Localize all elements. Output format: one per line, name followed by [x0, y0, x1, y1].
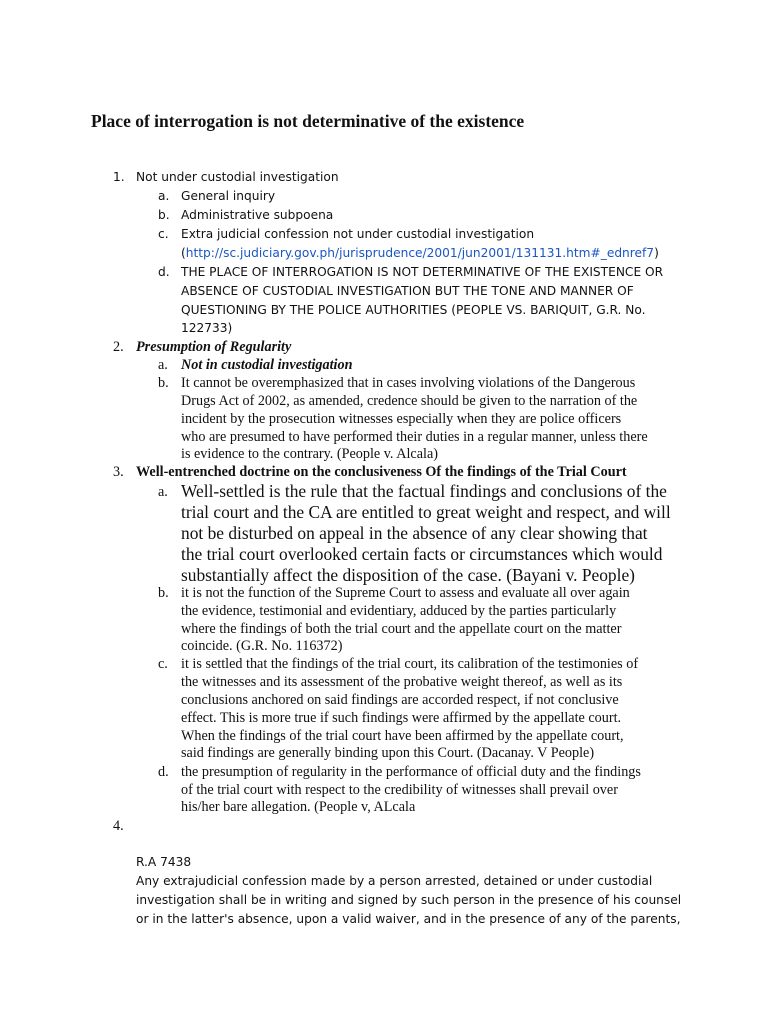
- list-item-line: his/her bare allegation. (People v, ALcala: [181, 799, 416, 815]
- list-item-line: conclusions anchored on said findings are accorded respect, if not conclusive: [181, 692, 619, 708]
- list-item: Extra judicial confession not under custodial investigation: [181, 227, 535, 241]
- list-number-2: 2.: [113, 339, 124, 355]
- list-item-line: effect. This is more true if such findings were affirmed by the appellate court.: [181, 710, 622, 726]
- list-item-line: Drugs Act of 2002, as amended, credence should be given to the narration of the: [181, 393, 638, 409]
- list-item-line: not be disturbed on appeal in the absence of any clear showing that: [181, 523, 648, 543]
- list-number-1: 1.: [113, 170, 125, 184]
- list-item-line: Well-settled is the rule that the factual findings and conclusions of the: [181, 481, 667, 501]
- list-item-line: said findings are generally binding upon this Court. (Dacanay. V People): [181, 745, 595, 761]
- page-title: Place of interrogation is not determinative of the existence: [91, 111, 525, 131]
- list-item-line: ABSENCE OF CUSTODIAL INVESTIGATION BUT THE TONE AND MANNER OF: [181, 284, 634, 298]
- paragraph-line: or in the latter's absence, upon a valid waiver, and in the presence of any of the parents,: [136, 912, 681, 926]
- list-number-3: 3.: [113, 464, 124, 480]
- section-2-heading: Presumption of Regularity: [136, 339, 292, 355]
- ra-heading: R.A 7438: [136, 855, 192, 869]
- list-letter: d.: [158, 265, 170, 279]
- citation-link-line: [181, 246, 659, 260]
- list-item: Administrative subpoena: [181, 208, 334, 222]
- list-item-line: the evidence, testimonial and evidentiary, adduced by the parties particularly: [181, 603, 617, 619]
- paragraph-line: Any extrajudicial confession made by a person arrested, detained or under custodial: [136, 874, 653, 888]
- list-item-line: QUESTIONING BY THE POLICE AUTHORITIES (PEOPLE VS. BARIQUIT, G.R. No.: [181, 303, 646, 317]
- list-item-line: THE PLACE OF INTERROGATION IS NOT DETERMINATIVE OF THE EXISTENCE OR: [181, 265, 664, 279]
- open-paren: (: [181, 246, 186, 260]
- jurisprudence-link[interactable]: http://sc.judiciary.gov.ph/jurisprudence/2001/jun2001/131131.htm#_ednref7: [185, 246, 655, 260]
- list-item-line: the witnesses and its assessment of the probative weight thereof, as well as its: [181, 674, 623, 690]
- list-letter: b.: [158, 585, 169, 601]
- section-3-heading: Well-entrenched doctrine on the conclusiveness Of the findings of the Trial Court: [136, 464, 627, 480]
- list-number-4: 4.: [113, 818, 124, 834]
- list-item-line: it is not the function of the Supreme Court to assess and evaluate all over again: [181, 585, 630, 601]
- list-item-line: When the findings of the trial court have been affirmed by the appellate court,: [181, 728, 624, 744]
- list-item-line: where the findings of both the trial court and the appellate court on the matter: [181, 621, 622, 637]
- list-letter: b.: [158, 208, 170, 222]
- list-item-line: the presumption of regularity in the performance of official duty and the findings: [181, 764, 641, 780]
- list-letter: d.: [158, 764, 169, 780]
- list-item-line: the trial court overlooked certain facts or circumstances which would: [181, 544, 663, 564]
- list-letter: c.: [158, 227, 169, 241]
- list-item-line: It cannot be overemphasized that in cases involving violations of the Dangerous: [181, 375, 636, 391]
- list-letter: b.: [158, 375, 169, 391]
- list-item-line: substantially affect the disposition of the case. (Bayani v. People): [181, 565, 635, 585]
- list-item-line: incident by the prosecution witnesses especially when they are police officers: [181, 411, 622, 427]
- list-item-line: 122733): [181, 321, 233, 335]
- list-letter: c.: [158, 656, 168, 672]
- list-letter: a.: [158, 357, 168, 373]
- list-item-line: it is settled that the findings of the trial court, its calibration of the testimonies of: [181, 656, 639, 672]
- close-paren: ): [654, 246, 659, 260]
- list-letter: a.: [158, 189, 170, 203]
- list-item: Not in custodial investigation: [181, 357, 353, 373]
- section-1-heading: Not under custodial investigation: [136, 170, 339, 184]
- list-letter: a.: [158, 484, 168, 500]
- list-item-line: trial court and the CA are entitled to great weight and respect, and will: [181, 502, 671, 522]
- list-item: General inquiry: [181, 189, 276, 203]
- list-item-line: of the trial court with respect to the credibility of witnesses shall prevail over: [181, 782, 618, 798]
- list-item-line: who are presumed to have performed their duties in a regular manner, unless there: [181, 429, 648, 445]
- list-item-line: coincide. (G.R. No. 116372): [181, 638, 343, 654]
- list-item-line: is evidence to the contrary. (People v. Alcala): [181, 446, 438, 462]
- paragraph-line: investigation shall be in writing and signed by such person in the presence of his counsel: [136, 893, 682, 907]
